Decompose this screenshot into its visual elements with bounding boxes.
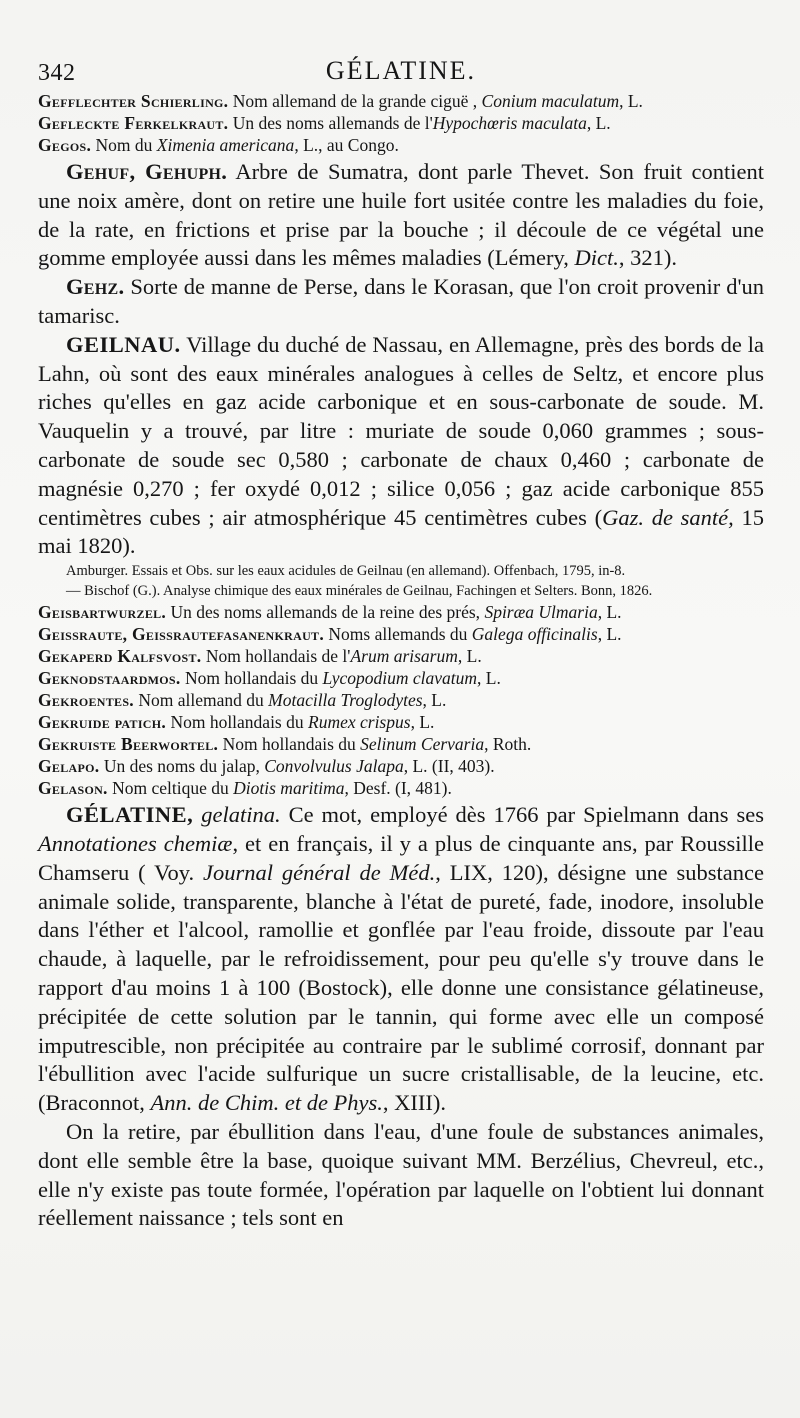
page-number: 342 bbox=[38, 60, 76, 86]
page-header bbox=[38, 52, 764, 90]
entry-gehz: Gehz. Sorte de manne de Perse, dans le Korasan, que l'on croit provenir d'un tamarisc. bbox=[38, 274, 765, 328]
entry-gehuf: Gehuf, Gehuph. Arbre de Sumatra, dont parle Thevet. Son fruit contient une noix amère, dont on retire une huile fort usitée contre les maladies du foie, de la rate, en frictions et prise par la bouche ; il découle de ce végétal une gomme employée aussi dans les mêmes maladies (Lémery, Dict., 321). bbox=[38, 159, 764, 271]
reference-bischof: — Bischof (G.). Analyse chimique des eaux minérales de Geilnau, Fachingen et Selters. Bonn, 1826. bbox=[66, 583, 653, 600]
entry-geisbartwurzel: Geisbartwurzel. Un des noms allemands de la reine des prés, Spiræa Ulmaria, L. bbox=[38, 602, 622, 623]
entry-gekaperd: Gekaperd Kalfsvost. Nom hollandais de l'Arum arisarum, L. bbox=[38, 646, 482, 667]
entry-geilnau: GEILNAU. Village du duché de Nassau, en Allemagne, près des bords de la Lahn, où sont des eaux minérales analogues à celles de Seltz, et encore plus riches qu'elles en gaz acide carbonique et en sous-carbonate de soude. M. Vauquelin y a trouvé, par litre : muriate de soude 0,060 grammes ; sous-carbonate de soude sec 0,580 ; carbonate de chaux 0,460 ; carbonate de magnésie 0,270 ; fer oxydé 0,012 ; silice 0,056 ; gaz acide carbonique 855 centimètres cubes ; air atmosphérique 45 centimètres cubes (Gaz. de santé, 15 mai 1820). bbox=[38, 331, 765, 559]
entry-gelason: Gelason. Nom celtique du Diotis maritima, Desf. (I, 481). bbox=[38, 778, 452, 799]
running-title: GÉLATINE. bbox=[325, 56, 477, 85]
entry-geissraute: Geissraute, Geissrautefasanenkraut. Noms allemands du Galega officinalis, L. bbox=[38, 624, 622, 645]
entry-gegos: Gegos. Nom du Ximenia americana, L., au Congo. bbox=[38, 135, 399, 155]
entry-gekroentes: Gekroentes. Nom allemand du Motacilla Troglodytes, L. bbox=[38, 690, 447, 711]
entry-gelatine: GÉLATINE, gelatina. Ce mot, employé dès 1766 par Spielmann dans ses Annotationes chemiæ, et en français, il y a plus de cinquante ans, par Roussille Chamseru ( Voy. Journal général de Méd., LIX, 120), désigne une substance animale solide, transparente, blanche à l'état de pureté, fade, inodore, insoluble dans l'éther et l'alcool, ramollie et gonflée par l'eau froide, dissoute par l'eau chaude, à laquelle, par le refroidissement, pour peu qu'elle s'y trouve dans le rapport d'au moins 1 à 100 (Bostock), elle donne une consistance gélatineuse, précipitée de cette solution par le tannin, qui forme avec elle un composé imputrescible, non précipitée au contraire par le sublimé corrosif, donnant par l'ébullition avec l'acide sulfurique un sucre cristallisable, de la leucine, etc. (Braconnot, Ann. de Chim. et de Phys., XIII). bbox=[38, 802, 765, 1116]
entry-gefflechter-schierling: Gefflechter Schierling. Nom allemand de la grande ciguë , Conium maculatum, L. bbox=[38, 91, 643, 111]
gelatine-paragraph-2: On la retire, par ébullition dans l'eau, d'une foule de substances animales, dont elle semble être la base, quoique suivant MM. Berzélius, Chevreul, etc., elle n'y existe pas toute formée, l'opération par laquelle on l'obtient lui donnant réellement naissance ; tels sont en bbox=[38, 1118, 764, 1231]
entry-gelapo: Gelapo. Un des noms du jalap, Convolvulus Jalapa, L. (II, 403). bbox=[38, 756, 495, 777]
entry-gekruide-patich: Gekruide patich. Nom hollandais du Rumex crispus, L. bbox=[38, 712, 435, 733]
entry-geflecktes-ferkelkraut: Gefleckte Ferkelkraut. Un des noms allemands de l'Hypochœris maculata, L. bbox=[38, 113, 611, 133]
entry-geknodstaardmos: Geknodstaardmos. Nom hollandais du Lycopodium clavatum, L. bbox=[38, 668, 501, 689]
reference-amburger: Amburger. Essais et Obs. sur les eaux acidules de Geilnau (en allemand). Offenbach, 1795, in-8. bbox=[66, 563, 626, 580]
entry-gekruiste-beerwortel: Gekruiste Beerwortel. Nom hollandais du Selinum Cervaria, Roth. bbox=[38, 734, 532, 755]
